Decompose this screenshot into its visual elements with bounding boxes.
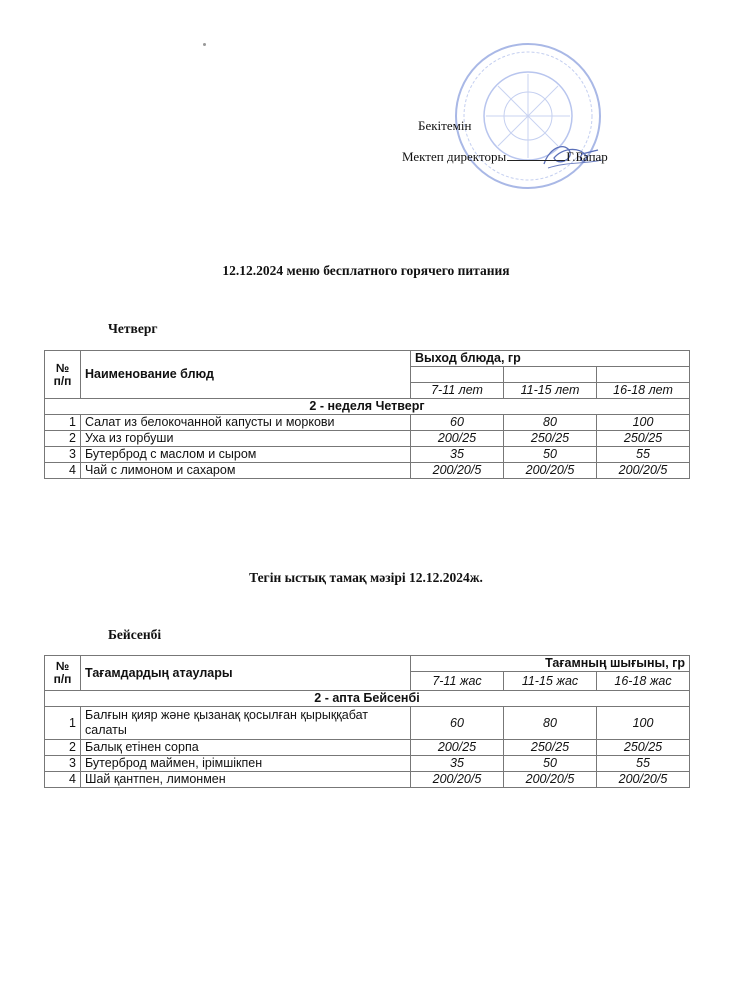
kz-age-col: 16-18 жас: [597, 672, 690, 691]
portion-value: 50: [504, 756, 597, 772]
ru-header-number: № п/п: [45, 351, 81, 399]
signature-line: [507, 160, 565, 161]
portion-value: 80: [504, 707, 597, 740]
portion-value: 200/20/5: [504, 772, 597, 788]
director-name: Г.Бапар: [566, 149, 608, 164]
ru-day-label: Четверг: [108, 321, 158, 336]
portion-value: 35: [411, 447, 504, 463]
dish-name: Бутерброд с маслом и сыром: [81, 447, 411, 463]
ru-age-col: 11-15 лет: [504, 383, 597, 399]
table-row: [45, 772, 690, 788]
portion-value: 50: [504, 447, 597, 463]
table-row: [45, 756, 690, 772]
dish-name: Салат из белокочанной капусты и моркови: [81, 415, 411, 431]
row-number: 1: [45, 707, 81, 740]
kz-header-dish-name: Тағамдардың атаулары: [81, 656, 411, 691]
portion-value: 200/20/5: [597, 463, 690, 479]
table-row: [45, 740, 690, 756]
table-row: [45, 463, 690, 479]
director-label: Мектеп директоры: [402, 149, 507, 164]
table-row: [45, 707, 690, 740]
portion-value: 80: [504, 415, 597, 431]
portion-value: 60: [411, 707, 504, 740]
ru-header-blank: [411, 367, 504, 383]
director-line: [402, 149, 608, 165]
row-number: 1: [45, 415, 81, 431]
kz-menu-title: Тегін ыстық тамақ мәзірі 12.12.2024ж.: [249, 570, 483, 585]
portion-value: 55: [597, 447, 690, 463]
portion-value: 200/25: [411, 740, 504, 756]
ru-week-label: 2 - неделя Четверг: [45, 399, 690, 415]
portion-value: 55: [597, 756, 690, 772]
ru-header-dish-name: Наименование блюд: [81, 351, 411, 399]
portion-value: 200/20/5: [411, 772, 504, 788]
table-row: [45, 415, 690, 431]
row-number: 2: [45, 431, 81, 447]
kz-age-col: 7-11 жас: [411, 672, 504, 691]
portion-value: 200/20/5: [504, 463, 597, 479]
dish-name: Балғын қияр және қызанақ қосылған қырыққабат салаты: [81, 707, 411, 740]
table-row: [45, 431, 690, 447]
scan-speck: [203, 43, 206, 46]
portion-value: 100: [597, 707, 690, 740]
portion-value: 200/20/5: [597, 772, 690, 788]
ru-menu-table: [44, 350, 690, 479]
portion-value: 250/25: [597, 431, 690, 447]
row-number: 4: [45, 463, 81, 479]
kz-day-label: Бейсенбі: [108, 627, 162, 642]
ru-age-col: 7-11 лет: [411, 383, 504, 399]
kz-menu-table: [44, 655, 690, 788]
ru-menu-title: 12.12.2024 меню бесплатного горячего питания: [222, 263, 510, 278]
kz-header-number: № п/п: [45, 656, 81, 691]
dish-name: Балық етінен сорпа: [81, 740, 411, 756]
table-row: [45, 447, 690, 463]
row-number: 3: [45, 447, 81, 463]
kz-week-label: 2 - апта Бейсенбі: [45, 691, 690, 707]
approval-label: Бекітемін: [418, 118, 472, 133]
portion-value: 250/25: [504, 740, 597, 756]
ru-header-blank: [597, 367, 690, 383]
kz-age-col: 11-15 жас: [504, 672, 597, 691]
portion-value: 200/20/5: [411, 463, 504, 479]
kz-header-output: Тағамның шығыны, гр: [411, 656, 690, 672]
ru-header-blank: [504, 367, 597, 383]
portion-value: 250/25: [597, 740, 690, 756]
dish-name: Чай с лимоном и сахаром: [81, 463, 411, 479]
dish-name: Шай қантпен, лимонмен: [81, 772, 411, 788]
ru-age-col: 16-18 лет: [597, 383, 690, 399]
dish-name: Уха из горбуши: [81, 431, 411, 447]
ru-header-output: Выход блюда, гр: [411, 351, 690, 367]
dish-name: Бутерброд маймен, ірімшікпен: [81, 756, 411, 772]
portion-value: 100: [597, 415, 690, 431]
row-number: 4: [45, 772, 81, 788]
portion-value: 60: [411, 415, 504, 431]
portion-value: 250/25: [504, 431, 597, 447]
portion-value: 35: [411, 756, 504, 772]
row-number: 3: [45, 756, 81, 772]
row-number: 2: [45, 740, 81, 756]
portion-value: 200/25: [411, 431, 504, 447]
